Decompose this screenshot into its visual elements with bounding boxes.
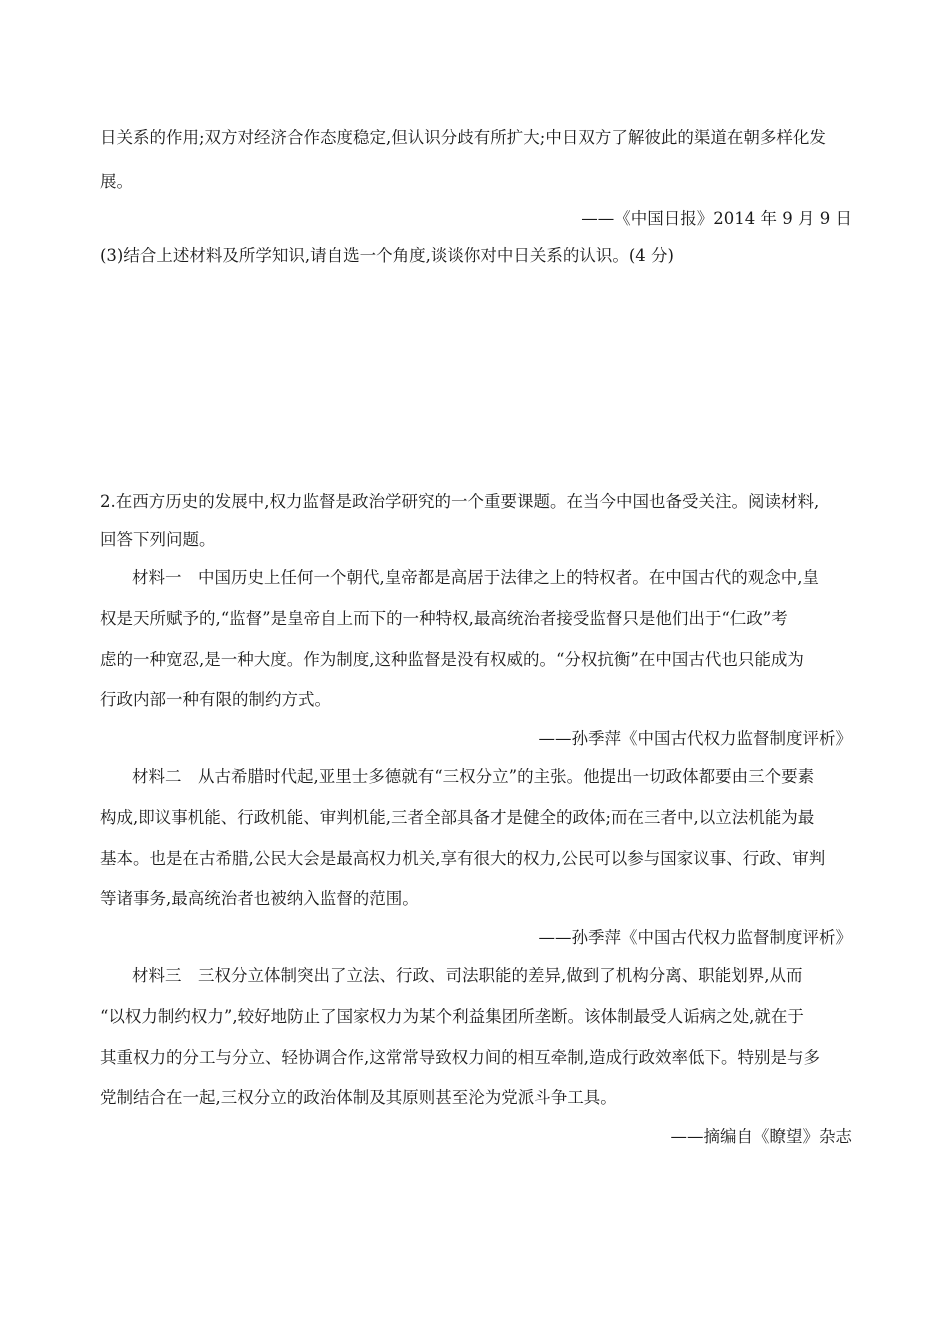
material-1-line: 材料一 中国历史上任何一个朝代,皇帝都是高居于法律之上的特权者。在中国古代的观念中,皇 — [132, 568, 819, 587]
material-2-line: 基本。也是在古希腊,公民大会是最高权力机关,享有很大的权力,公民可以参与国家议事、行政、审判 — [100, 849, 826, 868]
material-3-source: ——摘编自《瞭望》杂志 — [670, 1127, 852, 1146]
material-1-line: 权是天所赋予的,“监督”是皇帝自上而下的一种特权,最高统治者接受监督只是他们出于“仁政”考 — [100, 609, 788, 628]
q2-stem: 2.在西方历史的发展中,权力监督是政治学研究的一个重要课题。在当今中国也备受关注。阅读材料, — [100, 492, 820, 511]
q1-text-line: 日关系的作用;双方对经济合作态度稳定,但认识分歧有所扩大;中日双方了解彼此的渠道在朝多样化发 — [100, 128, 826, 147]
material-3-line: 材料三 三权分立体制突出了立法、行政、司法职能的差异,做到了机构分离、职能划界,从而 — [132, 966, 803, 985]
q1-subquestion-3: (3)结合上述材料及所学知识,请自选一个角度,谈谈你对中日关系的认识。(4 分) — [100, 246, 674, 265]
material-2-line: 材料二 从古希腊时代起,亚里士多德就有“三权分立”的主张。他提出一切政体都要由三个要素 — [132, 767, 815, 786]
material-2-source: ——孙季萍《中国古代权力监督制度评析》 — [538, 928, 852, 947]
material-2-line: 等诸事务,最高统治者也被纳入监督的范围。 — [100, 889, 419, 908]
material-3-line: 其重权力的分工与分立、轻协调合作,这常常导致权力间的相互牵制,造成行政效率低下。特别是与多 — [100, 1048, 820, 1067]
material-3-line: 党制结合在一起,三权分立的政治体制及其原则甚至沦为党派斗争工具。 — [100, 1088, 617, 1107]
material-2-line: 构成,即议事机能、行政机能、审判机能,三者全部具备才是健全的政体;而在三者中,以立法机能为最 — [100, 808, 815, 827]
q1-source: ——《中国日报》2014 年 9 月 9 日 — [581, 209, 852, 228]
material-3-line: “以权力制约权力”,较好地防止了国家权力为某个利益集团所垄断。该体制最受人诟病之处,就在于 — [100, 1007, 804, 1026]
material-1-source: ——孙季萍《中国古代权力监督制度评析》 — [538, 729, 852, 748]
material-1-line: 行政内部一种有限的制约方式。 — [100, 690, 331, 709]
material-1-line: 虑的一种宽忍,是一种大度。作为制度,这种监督是没有权威的。“分权抗衡”在中国古代也只能成为 — [100, 650, 804, 669]
q1-text-line: 展。 — [100, 172, 133, 191]
q2-stem: 回答下列问题。 — [100, 530, 216, 549]
